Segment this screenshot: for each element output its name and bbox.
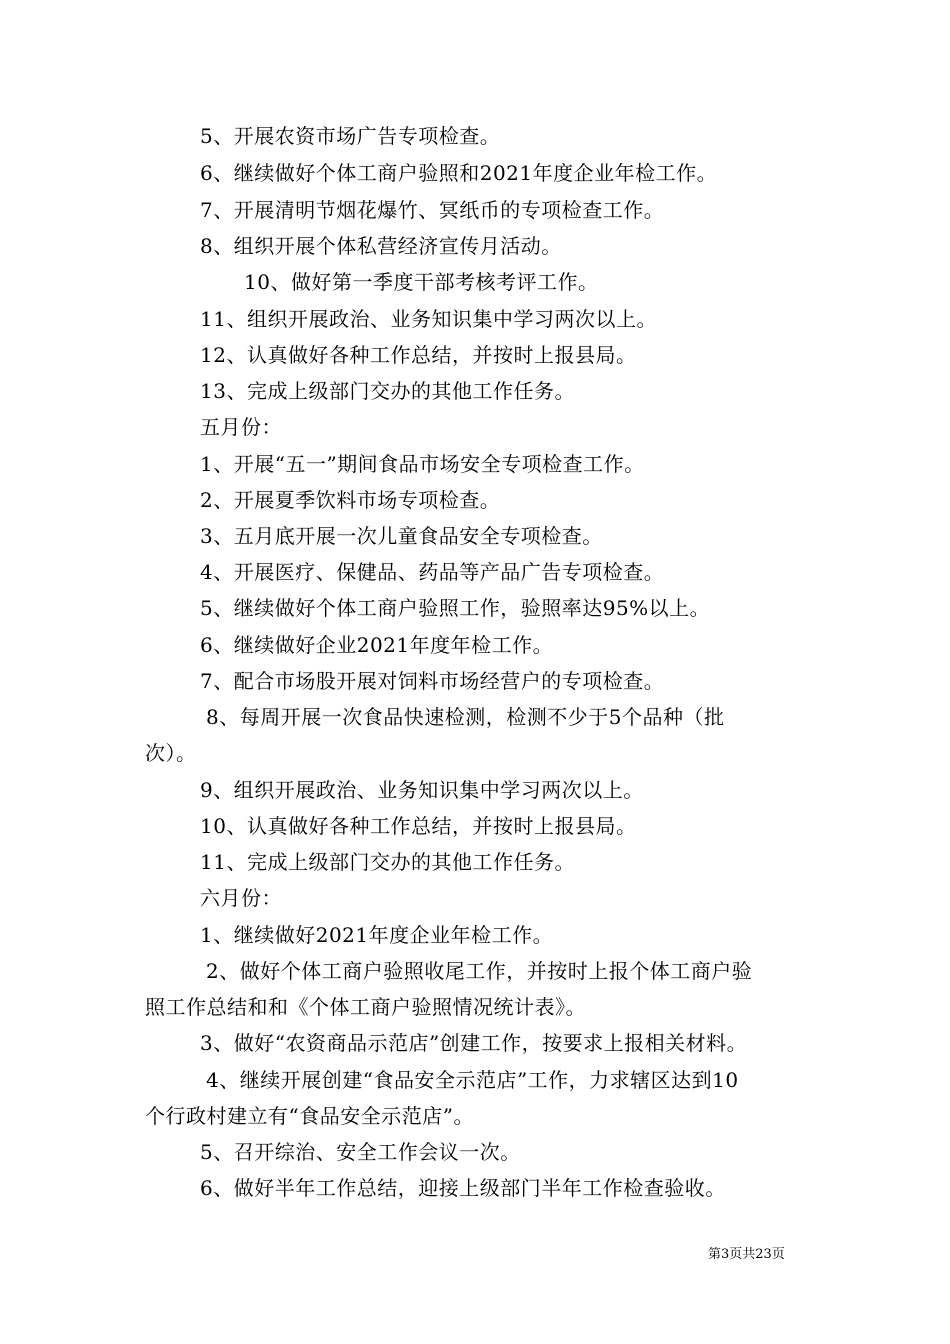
text-line: 7、配合市场股开展对饲料市场经营户的专项检查。	[200, 669, 665, 693]
text-line: 1、继续做好2021年度企业年检工作。	[200, 923, 554, 947]
text-line: 4、开展医疗、保健品、药品等产品广告专项检查。	[200, 560, 665, 584]
text-line: 4、继续开展创建“食品安全示范店”工作，力求辖区达到10	[206, 1068, 739, 1092]
text-line: 照工作总结和和《个体工商户验照情况统计表》。	[145, 995, 586, 1019]
text-line: 个行政村建立有“食品安全示范店”。	[145, 1104, 474, 1128]
section-heading: 五月份：	[200, 415, 282, 439]
text-line: 5、召开综治、安全工作会议一次。	[200, 1140, 521, 1164]
text-line: 6、继续做好个体工商户验照和2021年度企业年检工作。	[200, 161, 718, 185]
text-line: 12、认真做好各种工作总结，并按时上报县局。	[200, 343, 637, 367]
text-line: 6、继续做好企业2021年度年检工作。	[200, 633, 554, 657]
text-line: 8、组织开展个体私营经济宣传月活动。	[200, 234, 562, 258]
text-line: 11、完成上级部门交办的其他工作任务。	[200, 850, 575, 874]
text-line: 13、完成上级部门交办的其他工作任务。	[200, 379, 575, 403]
text-line: 次）。	[145, 741, 197, 765]
text-line: 1、开展“五一”期间食品市场安全专项检查工作。	[200, 452, 645, 476]
text-line: 11、组织开展政治、业务知识集中学习两次以上。	[200, 307, 657, 331]
text-line: 9、组织开展政治、业务知识集中学习两次以上。	[200, 778, 644, 802]
text-line: 2、开展夏季饮料市场专项检查。	[200, 488, 501, 512]
text-line: 2、做好个体工商户验照收尾工作，并按时上报个体工商户验	[206, 959, 753, 983]
section-heading: 六月份：	[200, 886, 282, 910]
text-line: 6、做好半年工作总结，迎接上级部门半年工作检查验收。	[200, 1176, 726, 1200]
page-number-footer: 第3页共23页	[708, 1247, 785, 1262]
text-line: 8、每周开展一次食品快速检测，检测不少于5个品种（批	[206, 705, 725, 729]
text-line: 5、开展农资市场广告专项检查。	[200, 124, 501, 148]
text-line: 10、认真做好各种工作总结，并按时上报县局。	[200, 814, 637, 838]
text-line: 3、五月底开展一次儿童食品安全专项检查。	[200, 524, 603, 548]
text-line: 5、继续做好个体工商户验照工作，验照率达95%以上。	[200, 596, 711, 620]
text-line: 3、做好“农资商品示范店”创建工作，按要求上报相关材料。	[200, 1031, 748, 1055]
text-line: 7、开展清明节烟花爆竹、冥纸币的专项检查工作。	[200, 198, 665, 222]
text-line: 10、做好第一季度干部考核考评工作。	[244, 270, 599, 294]
